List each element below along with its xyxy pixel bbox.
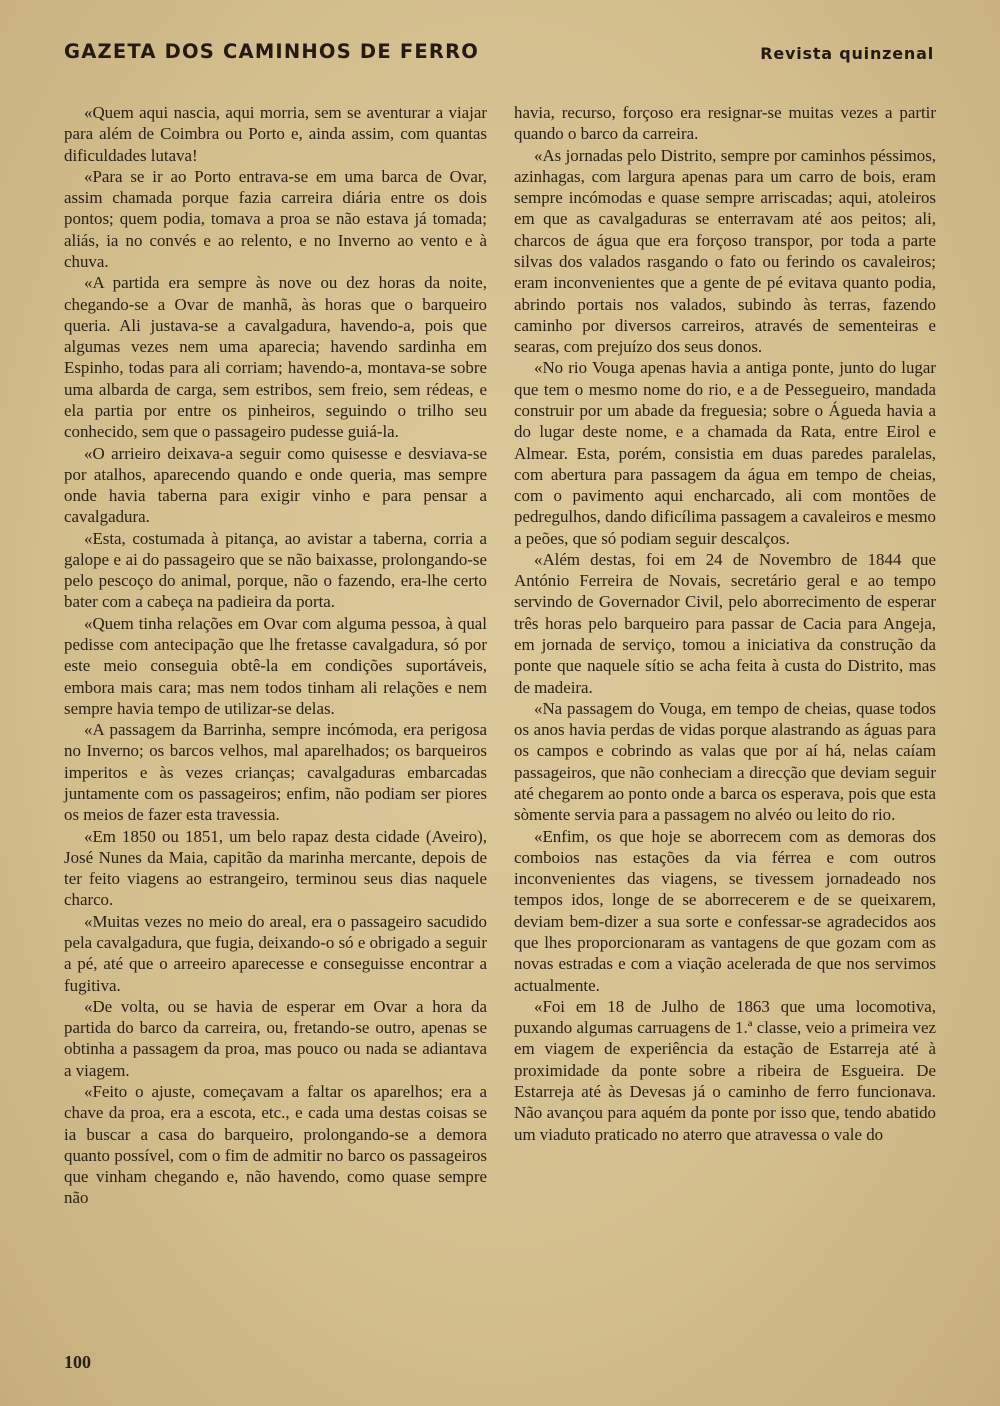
paragraph: «Muitas vezes no meio do areal, era o passageiro sacudido pela cavalgadura, que fugia, deixando-o só e obrigado a seguir a pé, até que o arreeiro aparecesse e conseguisse encontrar a fugitiva. [64, 911, 487, 995]
paragraph: «Para se ir ao Porto entrava-se em uma barca de Ovar, assim chamada porque fazia carreira diária entre os dois pontos; quem podia, tomava a proa se não estava já tomada; aliás, ia no convés e ao relento, e no Inverno ao vento e à chuva. [64, 166, 487, 271]
paragraph: «Foi em 18 de Julho de 1863 que uma locomotiva, puxando algumas carruagens de 1.ª classe, veio a primeira vez em viagem de experiência da estação de Estarreja até à proximidade da ponte sobre a ribeira de Esgueira. De Estarreja até às Devesas já o caminho de ferro funcionava. Não avançou para aquém da ponte por isso que, tendo abatido um viaduto praticado no aterro que atravessa o vale do [514, 996, 936, 1144]
paragraph: «A passagem da Barrinha, sempre incómoda, era perigosa no Inverno; os barcos velhos, mal aparelhados; os barqueiros imperitos e às vezes crianças; cavalgaduras embarcadas juntamente com os passageiros; enfim, não podiam ser piores os meios de fazer esta travessia. [64, 720, 487, 825]
left-column [64, 102, 487, 1209]
paragraph: «Além destas, foi em 24 de Novembro de 1844 que António Ferreira de Novais, secretário geral e ao tempo servindo de Governador Civil, pelo aborrecimento de esperar três horas pelo barqueiro para passar de Cacia para Angeja, em jornada de serviço, tomou a iniciativa da construção da ponte que naquele sítio se acha feita à custa do Distrito, mas de madeira. [514, 549, 936, 697]
paragraph: «Enfim, os que hoje se aborrecem com as demoras dos comboios nas estações da via férrea e com outros inconvenientes das viagens, se tivessem jornadeado nos tempos idos, longe de se aborrecerem e de se queixarem, deviam bem-dizer a sua sorte e confessar-se agradecidos aos que lhes proporcionaram as vantagens de que gozam com as novas estradas e com a viação acelerada de que nos servimos actualmente. [514, 826, 936, 995]
paragraph: «A partida era sempre às nove ou dez horas da noite, chegando-se a Ovar de manhã, às horas que o barqueiro queria. Ali justava-se a cavalgadura, havendo-a, pois que algumas vezes nem uma aparecia; havendo sardinha em Espinho, todas para ali corriam; havendo-a, montava-se sobre uma albarda de carga, sem estribos, sem freio, sem rédeas, e ela partia por entre os pinheiros, seguindo o trilho seu conhecido, sem que o passageiro pudesse guiá-la. [64, 273, 487, 442]
paragraph: «O arrieiro deixava-a seguir como quisesse e desviava-se por atalhos, aparecendo quando e onde queria, mas sempre onde havia taberna para exigir vinho e para pensar a cavalgadura. [64, 443, 487, 527]
masthead-title: GAZETA DOS CAMINHOS DE FERRO [64, 40, 480, 63]
paragraph: «Quem tinha relações em Ovar com alguma pessoa, à qual pedisse com antecipação que lhe fretasse cavalgadura, só por este meio conseguia obtê-la em condições suportáveis, embora mais cara; mas nem todos tinham ali relações e nem sempre havia tempo de utilizar-se delas. [64, 613, 487, 718]
paragraph: «Feito o ajuste, começavam a faltar os aparelhos; era a chave da proa, era a escota, etc., e cada uma destas coisas se ia buscar a casa do barqueiro, prolongando-se a demora quanto possível, com o fim de admitir no barco os passageiros que vinham chegando e, não havendo, como quase sempre não [64, 1081, 487, 1208]
paragraph: «Esta, costumada à pitança, ao avistar a taberna, corria a galope e ai do passageiro que se não baixasse, prolongando-se pelo pescoço do animal, porque, não o fazendo, era-lhe certo bater com a cabeça na padieira da porta. [64, 528, 487, 612]
paragraph: «Em 1850 ou 1851, um belo rapaz desta cidade (Aveiro), José Nunes da Maia, capitão da marinha mercante, depois de ter feito viagens ao estrangeiro, terminou seus dias naquele charco. [64, 826, 487, 910]
paragraph: «De volta, ou se havia de esperar em Ovar a hora da partida do barco da carreira, ou, fretando-se outro, apenas se obtinha a passagem da proa, mas pouco ou nada se adiantava a viagem. [64, 996, 487, 1080]
paragraph: «As jornadas pelo Distrito, sempre por caminhos péssimos, azinhagas, com largura apenas para um carro de bois, eram sempre incómodas e quase sempre arriscadas; aqui, atoleiros em que as cavalgaduras se enterravam até aos peitos; ali, charcos de água que era forçoso transpor, por toda a parte silvas dos valados rasgando o fato ou ferindo os cavaleiros; eram inconvenientes que a gente de pé evitava quanto podia, abrindo portais nos valados, subindo às terras, fazendo caminho por diversos carreiros, através de sementeiras e searas, com prejuízo dos seus donos. [514, 145, 936, 357]
paragraph: «Na passagem do Vouga, em tempo de cheias, quase todos os anos havia perdas de vidas porque alastrando as águas para os campos e cobrindo as valas que por aí há, nelas caíam passageiros, que não conheciam a direcção que deviam seguir até chegarem ao ponto onde a barca os esperava, pois que esta sòmente servia para a passagem no alvéo ou leito do rio. [514, 698, 936, 825]
paragraph-continued: havia, recurso, forçoso era resignar-se muitas vezes a partir quando o barco da carreira. [514, 103, 936, 144]
paragraph: «No rio Vouga apenas havia a antiga ponte, junto do lugar que tem o mesmo nome do rio, e a de Pessegueiro, mandada construir por um abade da freguesia; sobre o Águeda havia a do lugar deste nome, e a chamada da Rata, entre Eirol e Almear. Esta, porém, consistia em duas paredes paralelas, com abertura para passagem da água em tempo de cheias, com o pavimento aqui encharcado, ali com montões de pedregulhos, dando dificílima passagem a cavaleiros e mesmo a peões, que só podiam seguir descalços. [514, 358, 936, 548]
page-number: 100 [64, 1352, 91, 1372]
paragraph: «Quem aqui nascia, aqui morria, sem se aventurar a viajar para além de Coimbra ou Porto e, ainda assim, com quantas dificuldades lutava! [64, 103, 487, 165]
masthead-subtitle: Revista quinzenal [760, 44, 934, 63]
right-column [514, 102, 936, 1145]
